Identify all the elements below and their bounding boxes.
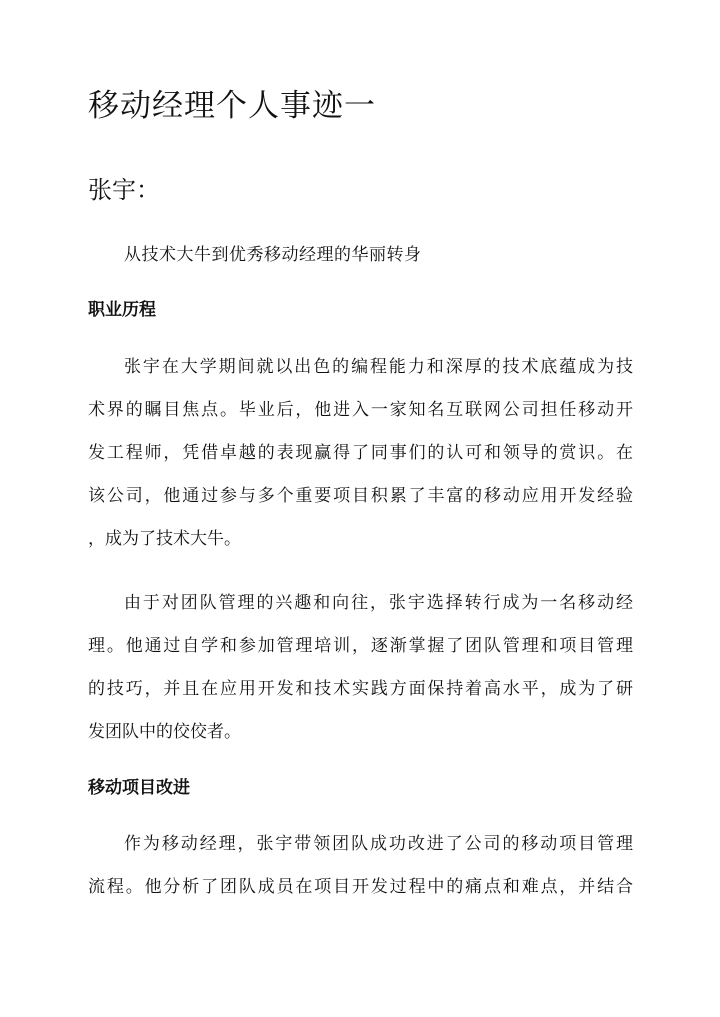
paragraph-career-2 [88,582,633,754]
document-title: 移动经理个人事迹一 [88,88,376,124]
paragraph-line: 作为移动经理，张宇带领团队成功改进了公司的移动项目管理 [124,834,633,854]
paragraph-line: 发工程师，凭借卓越的表现赢得了同事们的认可和领导的赏识。在 [88,443,633,463]
section-heading-career: 职业历程 [88,300,156,320]
paragraph-line: 术界的瞩目焦点。毕业后，他进入一家知名互联网公司担任移动开 [88,400,633,420]
paragraph-line: 该公司，他通过参与多个重要项目积累了丰富的移动应用开发经验 [88,486,633,506]
section-heading-mobile-project: 移动项目改进 [88,778,190,798]
document-subtitle: 从技术大牛到优秀移动经理的华丽转身 [124,245,422,265]
author-name: 张宇： [88,176,160,204]
paragraph-line: 张宇在大学期间就以出色的编程能力和深厚的技术底蕴成为技 [124,357,633,377]
paragraph-line: 理。他通过自学和参加管理培训，逐渐掌握了团队管理和项目管理 [88,636,633,656]
paragraph-line: 流程。他分析了团队成员在项目开发过程中的痛点和难点，并结合 [88,877,633,897]
paragraph-line: 发团队中的佼佼者。 [88,722,241,742]
paragraph-line: 的技巧，并且在应用开发和技术实践方面保持着高水平，成为了研 [88,679,633,699]
paragraph-career-1 [88,346,633,561]
paragraph-line: ，成为了技术大牛。 [88,529,241,549]
paragraph-project-1 [88,823,633,909]
paragraph-line: 由于对团队管理的兴趣和向往，张宇选择转行成为一名移动经 [124,593,633,613]
